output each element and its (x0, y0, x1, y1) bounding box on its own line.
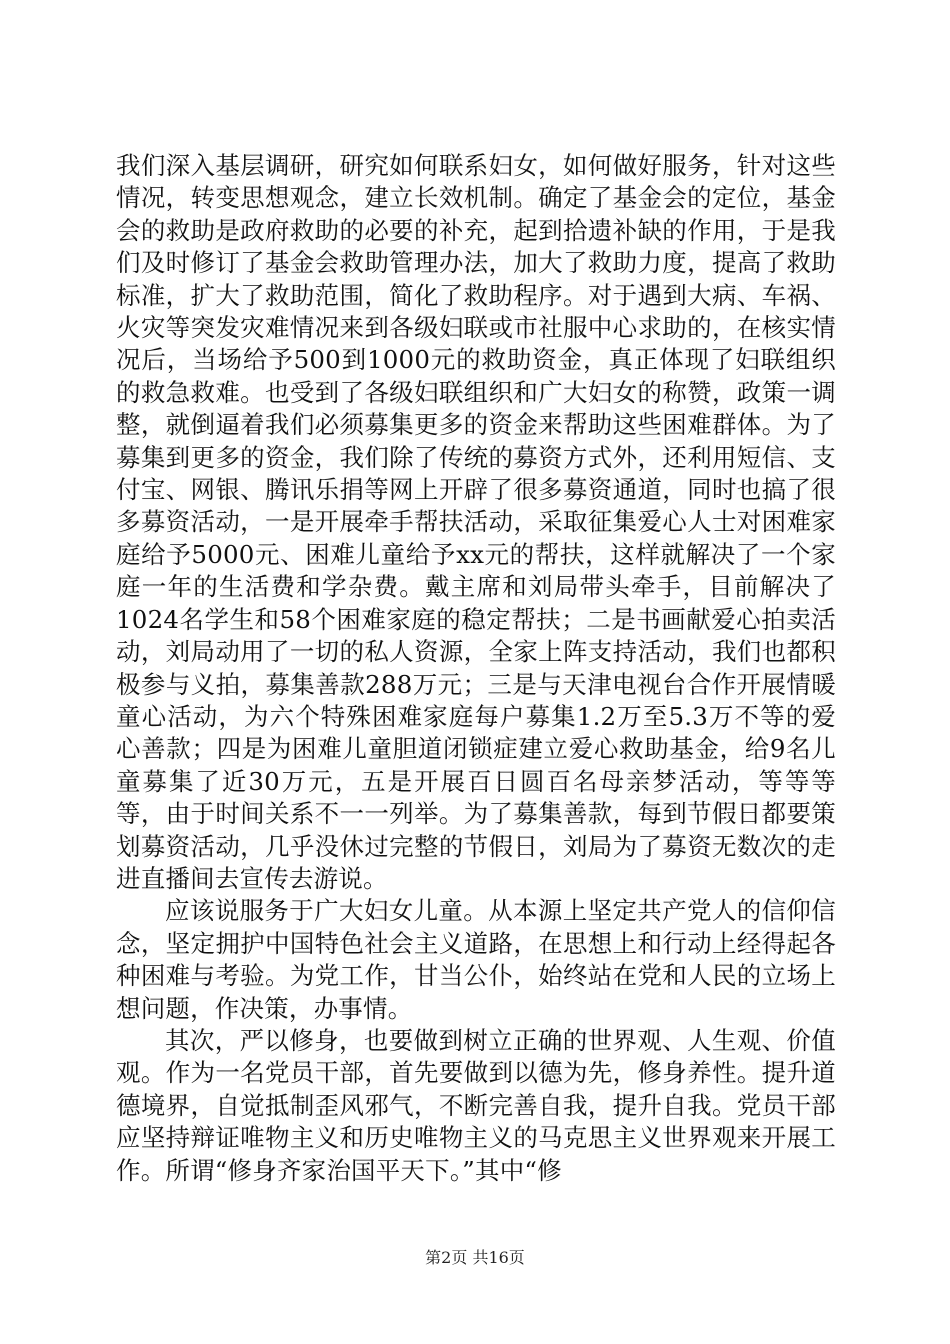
paragraph-2: 应该说服务于广大妇女儿童。从本源上坚定共产党人的信仰信念，坚定拥护中国特色社会主义道路，在思想上和行动上经得起各种困难与考验。为党工作，甘当公仆，始终站在党和人民的立场上想问题，作决策，办事情。 (116, 896, 836, 1023)
paragraph-1: 我们深入基层调研，研究如何联系妇女，如何做好服务，针对这些情况，转变思想观念，建立长效机制。确定了基金会的定位，基金会的救助是政府救助的必要的补充，起到拾遗补缺的作用，于是我们及时修订了基金会救助管理办法，加大了救助力度，提高了救助标准，扩大了救助范围，简化了救助程序。对于遇到大病、车祸、火灾等突发灾难情况来到各级妇联或市社服中心求助的，在核实情况后，当场给予500到1000元的救助资金，真正体现了妇联组织的救急救难。也受到了各级妇联组织和广大妇女的称赞，政策一调整，就倒逼着我们必须募集更多的资金来帮助这些困难群体。为了募集到更多的资金，我们除了传统的募资方式外，还利用短信、支付宝、网银、腾讯乐捐等网上开辟了很多募资通道，同时也搞了很多募资活动，一是开展牵手帮扶活动，采取征集爱心人士对困难家庭给予5000元、困难儿童给予xx元的帮扶，这样就解决了一个家庭一年的生活费和学杂费。戴主席和刘局带头牵手，目前解决了1024名学生和58个困难家庭的稳定帮扶；二是书画献爱心拍卖活动，刘局动用了一切的私人资源，全家上阵支持活动，我们也都积极参与义拍，募集善款288万元；三是与天津电视台合作开展情暖童心活动，为六个特殊困难家庭每户募集1.2万至5.3万不等的爱心善款；四是为困难儿童胆道闭锁症建立爱心救助基金，给9名儿童募集了近30万元，五是开展百日圆百名母亲梦活动，等等等等，由于时间关系不一一列举。为了募集善款，每到节假日都要策划募资活动，几乎没休过完整的节假日，刘局为了募资无数次的走进直播间去宣传去游说。 (116, 151, 836, 893)
paragraph-3: 其次，严以修身，也要做到树立正确的世界观、人生观、价值观。作为一名党员干部，首先要做到以德为先，修身养性。提升道德境界，自觉抵制歪风邪气，不断完善自我，提升自我。党员干部应坚持辩证唯物主义和历史唯物主义的马克思主义世界观来开展工作。所谓“修身齐家治国平天下。”其中“修 (116, 1025, 836, 1185)
document-body (116, 150, 836, 1187)
page-number-footer: 第2页 共16页 (425, 1248, 525, 1267)
